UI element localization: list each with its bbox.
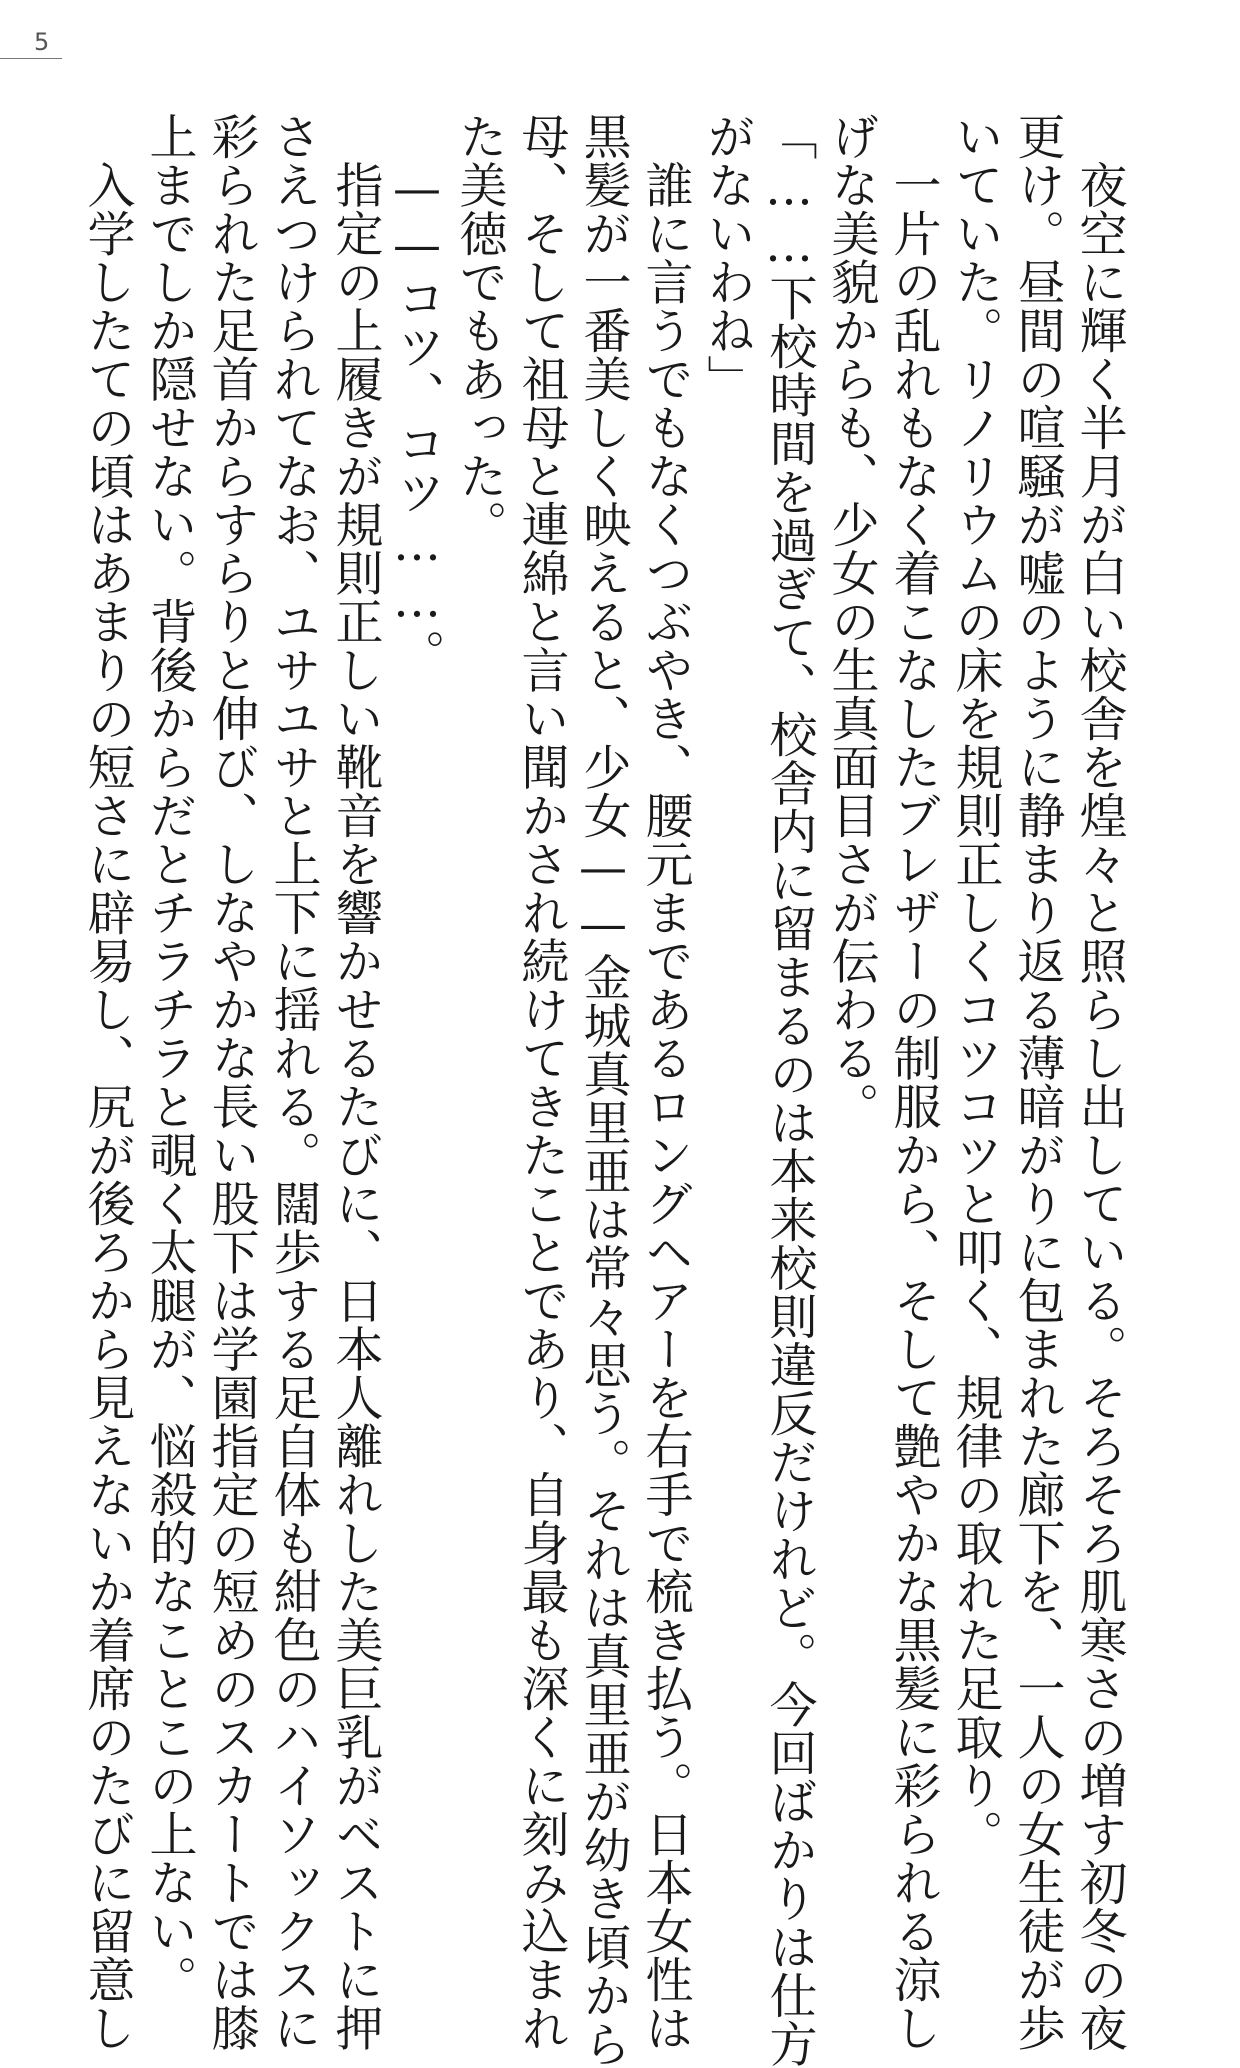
text-line: た美徳でもあった。 (451, 112, 507, 549)
text-line: 更け。昼間の喧騒が嘘のように静まり返る薄暗がりに包まれた廊下を、一人の女生徒が歩 (1009, 112, 1065, 2052)
text-line: 一片の乱れもなく着こなしたブレザーの制服から、そして艶やかな黒髪に彩られる涼し (885, 112, 941, 2052)
text-line: 入学したての頃はあまりの短さに辟易し、尻が後ろから見えないか着席のたびに留意し (79, 112, 135, 2052)
text-line: 夜空に輝く半月が白い校舎を煌々と照らし出している。そろそろ肌寒さの増す初冬の夜 (1071, 112, 1127, 2052)
text-line: さえつけられてなお、ユサユサと上下に揺れる。闊歩する足自体も紺色のハイソックスに (265, 112, 321, 2052)
text-line: 黒髪が一番美しく映えると、少女——金城真里亜は常々思う。それは真里亜が幼き頃から (575, 112, 631, 2068)
text-line: 「……下校時間を過ぎて、校舎内に留まるのは本来校則違反だけれど。今回ばかりは仕方 (761, 112, 817, 2068)
header-rule (0, 58, 62, 59)
body-text (76, 112, 1130, 2068)
text-line: 誰に言うでもなくつぶやき、腰元まであるロングヘアーを右手で梳き払う。日本女性は (637, 112, 693, 2052)
text-line: いていた。リノリウムの床を規則正しくコツコツと叩く、規律の取れた足取り。 (947, 112, 1003, 1858)
text-line: 母、そして祖母と連綿と言い聞かされ続けてきたことであり、自身最も深くに刻み込まれ (513, 112, 569, 2052)
text-line: 上までしか隠せない。背後からだとチラチラと覗く太腿が、悩殺的なことこの上ない。 (141, 112, 197, 2004)
text-line: がないわね」 (699, 112, 755, 403)
text-line: 指定の上履きが規則正しい靴音を響かせるたびに、日本人離れした美巨乳がベストに押 (327, 112, 383, 2052)
text-line: ——コツ、コツ……。 (389, 112, 445, 678)
text-line: げな美貌からも、少女の生真面目さが伝わる。 (823, 112, 879, 1131)
text-line: 彩られた足首からすらりと伸び、しなやかな長い股下は学園指定の短めのスカートでは膝 (203, 112, 259, 2052)
page-number: 5 (34, 28, 50, 56)
